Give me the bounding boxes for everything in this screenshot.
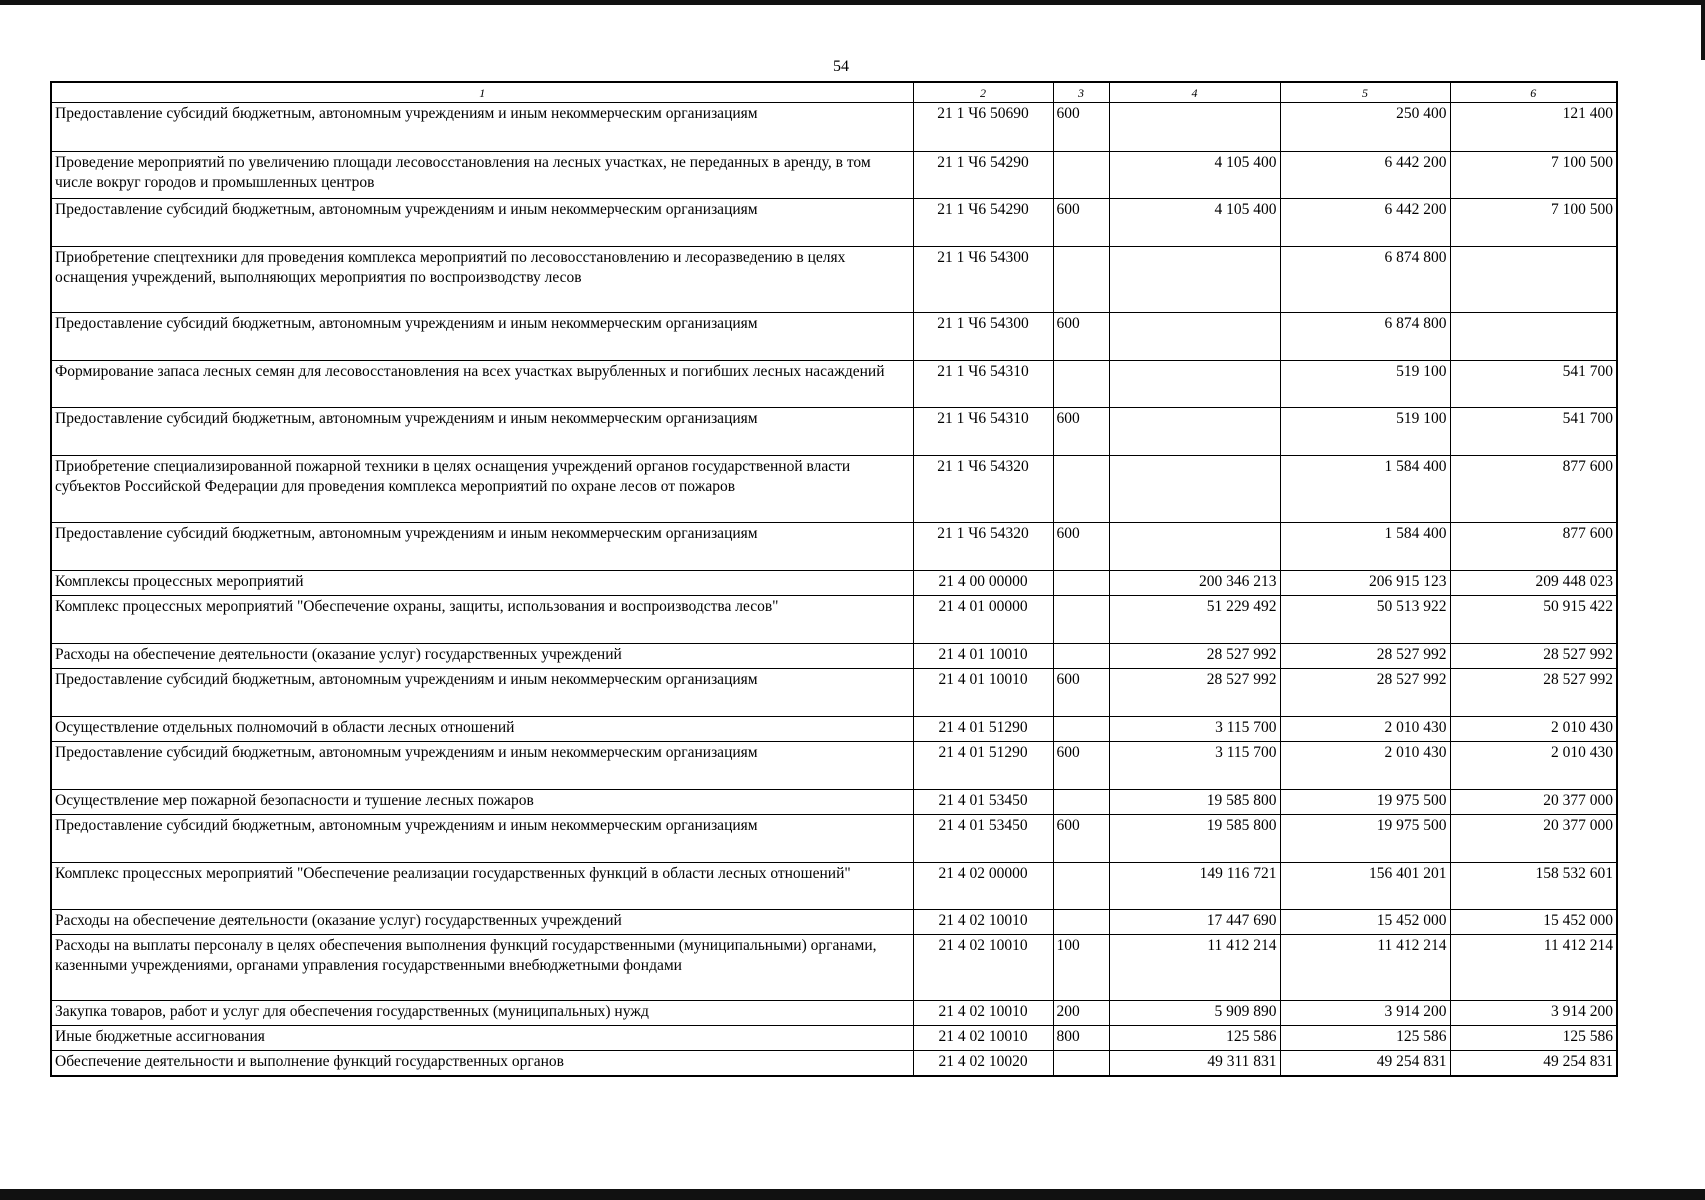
row-classification-code: 21 4 02 00000 <box>913 863 1053 910</box>
row-classification-code: 21 4 02 10010 <box>913 1001 1053 1026</box>
row-expense-type: 600 <box>1053 815 1109 863</box>
row-classification-code: 21 4 01 10010 <box>913 669 1053 717</box>
row-amount-col4: 17 447 690 <box>1109 910 1280 935</box>
column-header: 5 <box>1280 82 1450 103</box>
row-expense-type: 200 <box>1053 1001 1109 1026</box>
row-classification-code: 21 4 01 00000 <box>913 596 1053 644</box>
row-amount-col4 <box>1109 361 1280 408</box>
row-amount-col4 <box>1109 523 1280 571</box>
row-amount-col4: 4 105 400 <box>1109 152 1280 199</box>
row-amount-col6: 20 377 000 <box>1450 815 1617 863</box>
row-amount-col6: 7 100 500 <box>1450 199 1617 247</box>
row-description: Обеспечение деятельности и выполнение функций государственных органов <box>51 1051 913 1076</box>
row-description: Расходы на обеспечение деятельности (оказание услуг) государственных учреждений <box>51 910 913 935</box>
row-amount-col6: 158 532 601 <box>1450 863 1617 910</box>
row-amount-col6: 28 527 992 <box>1450 669 1617 717</box>
column-header: 3 <box>1053 82 1109 103</box>
row-amount-col4: 28 527 992 <box>1109 644 1280 669</box>
row-description: Предоставление субсидий бюджетным, автономным учреждениям и иным некоммерческим организациям <box>51 408 913 456</box>
row-amount-col5: 28 527 992 <box>1280 644 1450 669</box>
row-amount-col5: 11 412 214 <box>1280 935 1450 1001</box>
table-row <box>51 815 1617 863</box>
row-amount-col4 <box>1109 103 1280 152</box>
row-amount-col5: 156 401 201 <box>1280 863 1450 910</box>
table-row <box>51 571 1617 596</box>
row-amount-col4: 5 909 890 <box>1109 1001 1280 1026</box>
scan-edge-corner <box>1701 0 1705 60</box>
row-amount-col6: 20 377 000 <box>1450 790 1617 815</box>
row-amount-col4 <box>1109 247 1280 313</box>
table-row <box>51 935 1617 1001</box>
table-row <box>51 742 1617 790</box>
row-expense-type: 600 <box>1053 199 1109 247</box>
row-description: Расходы на обеспечение деятельности (оказание услуг) государственных учреждений <box>51 644 913 669</box>
scan-edge-bottom <box>0 1189 1705 1200</box>
row-classification-code: 21 1 Ч6 54320 <box>913 456 1053 523</box>
table-row <box>51 669 1617 717</box>
table-row <box>51 717 1617 742</box>
row-amount-col6: 121 400 <box>1450 103 1617 152</box>
row-amount-col4: 11 412 214 <box>1109 935 1280 1001</box>
row-expense-type: 600 <box>1053 103 1109 152</box>
row-amount-col5: 125 586 <box>1280 1026 1450 1051</box>
row-amount-col5: 6 442 200 <box>1280 152 1450 199</box>
row-amount-col5: 28 527 992 <box>1280 669 1450 717</box>
row-amount-col4 <box>1109 456 1280 523</box>
row-classification-code: 21 4 01 51290 <box>913 742 1053 790</box>
row-amount-col5: 519 100 <box>1280 361 1450 408</box>
row-expense-type <box>1053 596 1109 644</box>
header-row <box>51 82 1617 103</box>
row-classification-code: 21 4 00 00000 <box>913 571 1053 596</box>
row-classification-code: 21 4 02 10010 <box>913 910 1053 935</box>
row-expense-type: 100 <box>1053 935 1109 1001</box>
table-row <box>51 152 1617 199</box>
row-expense-type <box>1053 910 1109 935</box>
row-classification-code: 21 4 01 53450 <box>913 790 1053 815</box>
table-row <box>51 408 1617 456</box>
row-expense-type <box>1053 1051 1109 1076</box>
row-description: Проведение мероприятий по увеличению площади лесовосстановления на лесных участках, не переданных в аренду, в том числе вокруг городов и промышленных центров <box>51 152 913 199</box>
row-expense-type <box>1053 247 1109 313</box>
row-amount-col4: 125 586 <box>1109 1026 1280 1051</box>
row-amount-col6: 209 448 023 <box>1450 571 1617 596</box>
row-amount-col4: 200 346 213 <box>1109 571 1280 596</box>
row-description: Приобретение спецтехники для проведения комплекса мероприятий по лесовосстановлению и лесоразведению в целях оснащения учреждений, выполняющих мероприятия по воспроизводству лесов <box>51 247 913 313</box>
row-classification-code: 21 1 Ч6 54310 <box>913 361 1053 408</box>
row-amount-col5: 6 442 200 <box>1280 199 1450 247</box>
row-amount-col6 <box>1450 247 1617 313</box>
row-description: Предоставление субсидий бюджетным, автономным учреждениям и иным некоммерческим организациям <box>51 669 913 717</box>
row-amount-col4: 3 115 700 <box>1109 742 1280 790</box>
row-amount-col5: 3 914 200 <box>1280 1001 1450 1026</box>
row-amount-col6: 3 914 200 <box>1450 1001 1617 1026</box>
row-amount-col6: 541 700 <box>1450 361 1617 408</box>
row-amount-col5: 250 400 <box>1280 103 1450 152</box>
row-amount-col4 <box>1109 313 1280 361</box>
table-row <box>51 596 1617 644</box>
row-amount-col6: 877 600 <box>1450 456 1617 523</box>
row-expense-type <box>1053 361 1109 408</box>
row-amount-col5: 49 254 831 <box>1280 1051 1450 1076</box>
table-row <box>51 247 1617 313</box>
row-description: Предоставление субсидий бюджетным, автономным учреждениям и иным некоммерческим организациям <box>51 815 913 863</box>
row-amount-col4: 49 311 831 <box>1109 1051 1280 1076</box>
row-amount-col4: 28 527 992 <box>1109 669 1280 717</box>
row-amount-col4: 19 585 800 <box>1109 790 1280 815</box>
row-description: Комплекс процессных мероприятий "Обеспечение охраны, защиты, использования и воспроизводства лесов" <box>51 596 913 644</box>
row-description: Комплексы процессных мероприятий <box>51 571 913 596</box>
table-row <box>51 644 1617 669</box>
row-amount-col5: 6 874 800 <box>1280 313 1450 361</box>
table-row <box>51 1001 1617 1026</box>
table-row <box>51 456 1617 523</box>
row-amount-col4: 19 585 800 <box>1109 815 1280 863</box>
row-expense-type: 600 <box>1053 523 1109 571</box>
row-description: Предоставление субсидий бюджетным, автономным учреждениям и иным некоммерческим организациям <box>51 199 913 247</box>
row-classification-code: 21 1 Ч6 54290 <box>913 199 1053 247</box>
row-amount-col6: 50 915 422 <box>1450 596 1617 644</box>
column-header: 2 <box>913 82 1053 103</box>
table-row <box>51 361 1617 408</box>
row-amount-col5: 206 915 123 <box>1280 571 1450 596</box>
row-expense-type <box>1053 152 1109 199</box>
row-description: Осуществление мер пожарной безопасности и тушение лесных пожаров <box>51 790 913 815</box>
table-row <box>51 910 1617 935</box>
table-row <box>51 1026 1617 1051</box>
row-expense-type: 600 <box>1053 742 1109 790</box>
row-amount-col6: 125 586 <box>1450 1026 1617 1051</box>
row-amount-col6: 49 254 831 <box>1450 1051 1617 1076</box>
row-amount-col6: 2 010 430 <box>1450 717 1617 742</box>
table-row <box>51 790 1617 815</box>
row-description: Формирование запаса лесных семян для лесовосстановления на всех участках вырубленных и погибших лесных насаждений <box>51 361 913 408</box>
row-amount-col5: 15 452 000 <box>1280 910 1450 935</box>
row-amount-col5: 1 584 400 <box>1280 523 1450 571</box>
row-description: Осуществление отдельных полномочий в области лесных отношений <box>51 717 913 742</box>
table-row <box>51 863 1617 910</box>
row-amount-col5: 19 975 500 <box>1280 790 1450 815</box>
row-description: Предоставление субсидий бюджетным, автономным учреждениям и иным некоммерческим организациям <box>51 523 913 571</box>
row-amount-col6: 7 100 500 <box>1450 152 1617 199</box>
row-classification-code: 21 4 01 10010 <box>913 644 1053 669</box>
row-amount-col5: 19 975 500 <box>1280 815 1450 863</box>
row-amount-col4: 51 229 492 <box>1109 596 1280 644</box>
table-row <box>51 313 1617 361</box>
row-description: Расходы на выплаты персоналу в целях обеспечения выполнения функций государственными (муниципальными) органами, казенными учреждениями, органами управления государственными внебюджетными фондами <box>51 935 913 1001</box>
row-expense-type <box>1053 717 1109 742</box>
row-amount-col6: 541 700 <box>1450 408 1617 456</box>
table-row <box>51 523 1617 571</box>
row-expense-type <box>1053 571 1109 596</box>
row-amount-col4: 149 116 721 <box>1109 863 1280 910</box>
row-description: Комплекс процессных мероприятий "Обеспечение реализации государственных функций в области лесных отношений" <box>51 863 913 910</box>
row-description: Иные бюджетные ассигнования <box>51 1026 913 1051</box>
row-amount-col5: 50 513 922 <box>1280 596 1450 644</box>
column-header: 1 <box>51 82 913 103</box>
row-expense-type: 600 <box>1053 669 1109 717</box>
row-amount-col6: 11 412 214 <box>1450 935 1617 1001</box>
row-classification-code: 21 4 01 51290 <box>913 717 1053 742</box>
row-description: Приобретение специализированной пожарной техники в целях оснащения учреждений органов государственной власти субъектов Российской Федерации для проведения комплекса мероприятий по охране лесов от пожаров <box>51 456 913 523</box>
row-expense-type: 600 <box>1053 313 1109 361</box>
row-expense-type <box>1053 456 1109 523</box>
row-amount-col6: 28 527 992 <box>1450 644 1617 669</box>
row-classification-code: 21 1 Ч6 54320 <box>913 523 1053 571</box>
row-amount-col6: 2 010 430 <box>1450 742 1617 790</box>
row-expense-type: 600 <box>1053 408 1109 456</box>
page-number: 54 <box>833 58 849 75</box>
row-classification-code: 21 4 02 10010 <box>913 1026 1053 1051</box>
row-classification-code: 21 4 02 10010 <box>913 935 1053 1001</box>
budget-table <box>50 81 1618 1077</box>
row-amount-col4: 4 105 400 <box>1109 199 1280 247</box>
row-amount-col6 <box>1450 313 1617 361</box>
row-amount-col5: 519 100 <box>1280 408 1450 456</box>
row-classification-code: 21 1 Ч6 54300 <box>913 247 1053 313</box>
row-amount-col6: 877 600 <box>1450 523 1617 571</box>
row-classification-code: 21 1 Ч6 54310 <box>913 408 1053 456</box>
row-classification-code: 21 1 Ч6 54300 <box>913 313 1053 361</box>
row-amount-col5: 1 584 400 <box>1280 456 1450 523</box>
row-amount-col4 <box>1109 408 1280 456</box>
row-classification-code: 21 4 01 53450 <box>913 815 1053 863</box>
table-row <box>51 1051 1617 1076</box>
column-header: 6 <box>1450 82 1617 103</box>
row-expense-type <box>1053 644 1109 669</box>
row-description: Предоставление субсидий бюджетным, автономным учреждениям и иным некоммерческим организациям <box>51 103 913 152</box>
scan-edge-top <box>0 0 1705 5</box>
row-classification-code: 21 1 Ч6 54290 <box>913 152 1053 199</box>
row-amount-col5: 2 010 430 <box>1280 717 1450 742</box>
table-row <box>51 199 1617 247</box>
row-description: Закупка товаров, работ и услуг для обеспечения государственных (муниципальных) нужд <box>51 1001 913 1026</box>
row-description: Предоставление субсидий бюджетным, автономным учреждениям и иным некоммерческим организациям <box>51 742 913 790</box>
row-amount-col4: 3 115 700 <box>1109 717 1280 742</box>
column-header: 4 <box>1109 82 1280 103</box>
table-row <box>51 103 1617 152</box>
row-amount-col5: 2 010 430 <box>1280 742 1450 790</box>
row-expense-type: 800 <box>1053 1026 1109 1051</box>
row-expense-type <box>1053 790 1109 815</box>
row-classification-code: 21 4 02 10020 <box>913 1051 1053 1076</box>
row-amount-col6: 15 452 000 <box>1450 910 1617 935</box>
row-amount-col5: 6 874 800 <box>1280 247 1450 313</box>
row-classification-code: 21 1 Ч6 50690 <box>913 103 1053 152</box>
row-expense-type <box>1053 863 1109 910</box>
row-description: Предоставление субсидий бюджетным, автономным учреждениям и иным некоммерческим организациям <box>51 313 913 361</box>
